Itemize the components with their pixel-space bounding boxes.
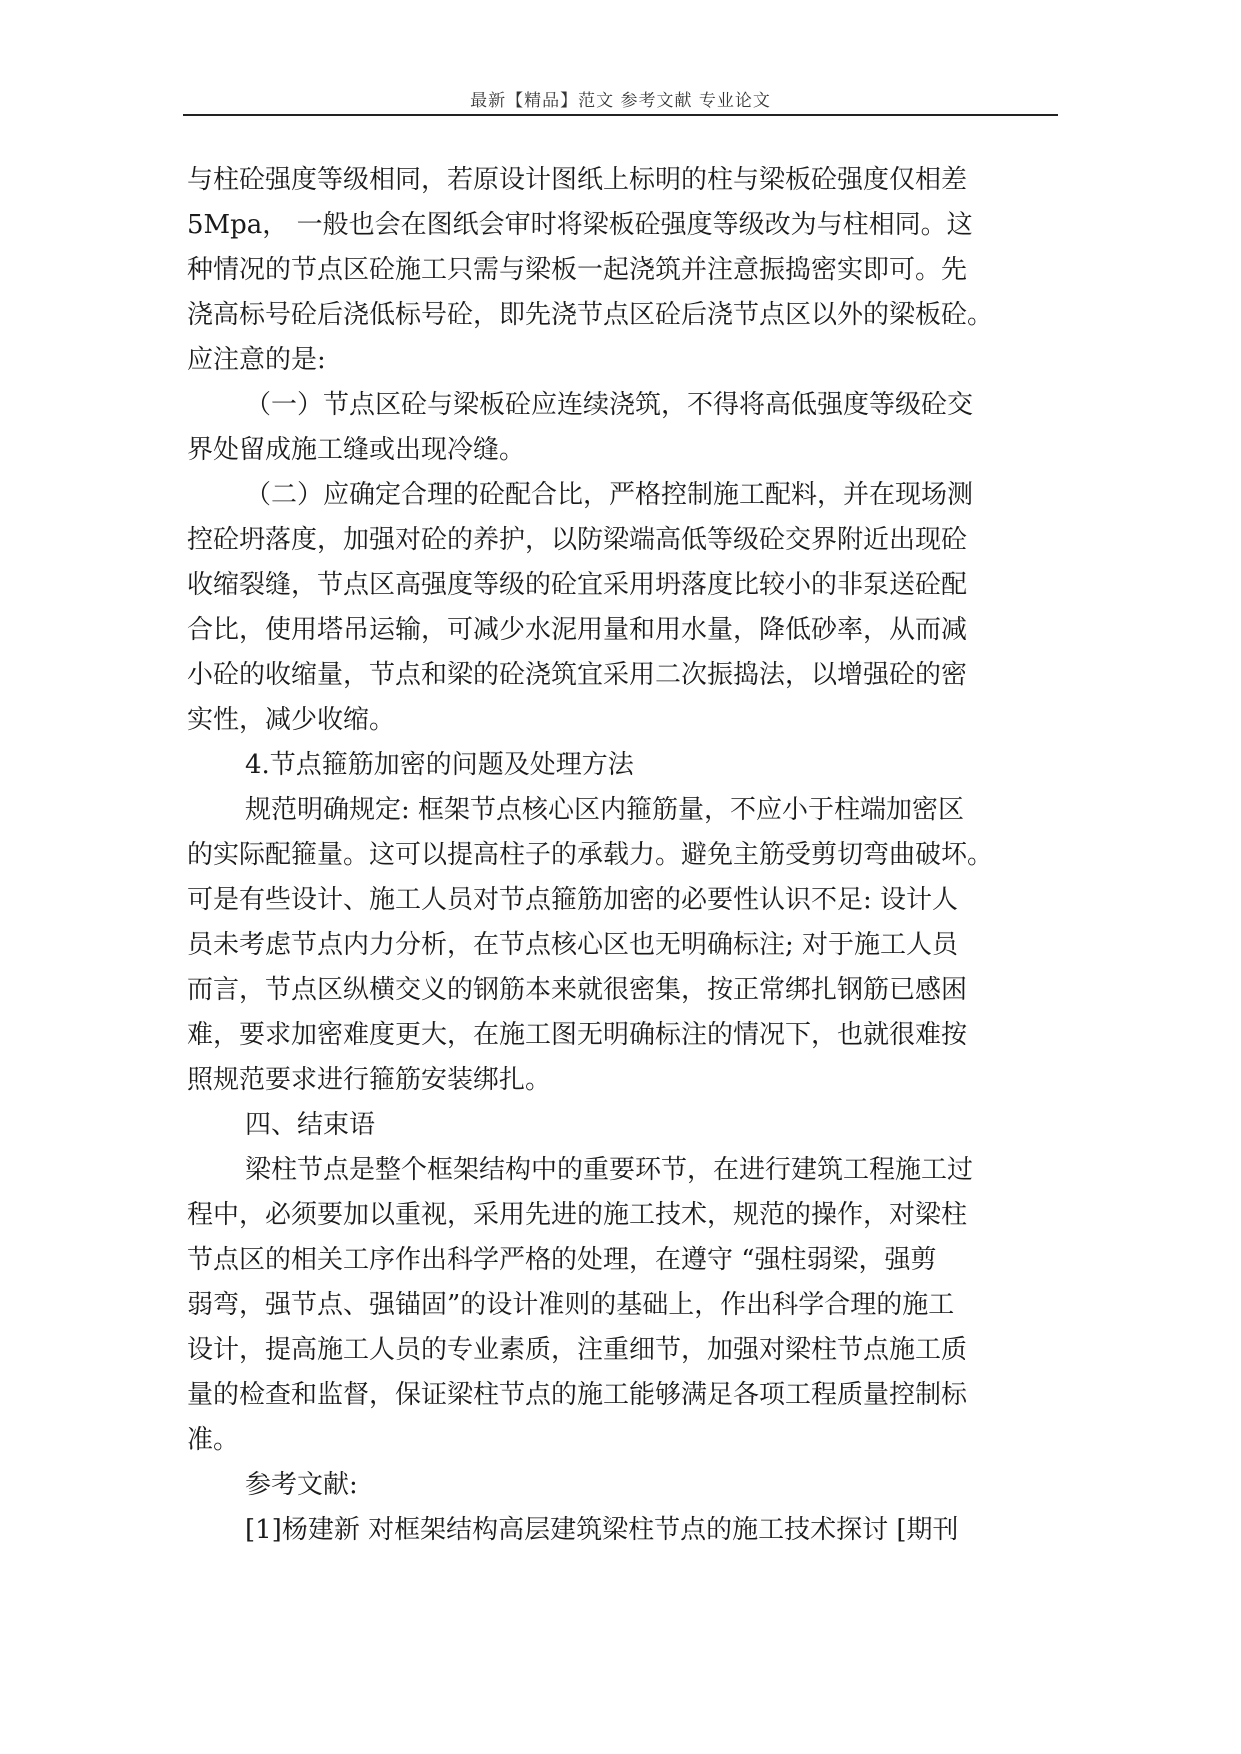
document-body bbox=[187, 158, 1067, 1553]
text-line: 合比，使用塔吊运输，可减少水泥用量和用水量，降低砂率，从而减 bbox=[187, 615, 968, 645]
text-line: 收缩裂缝，节点区高强度等级的砼宜采用坍落度比较小的非泵送砼配 bbox=[187, 570, 968, 600]
header-divider bbox=[183, 114, 1058, 116]
text-line: 而言，节点区纵横交义的钢筋本来就很密集，按正常绑扎钢筋已感困 bbox=[187, 975, 968, 1005]
text-line: 准。 bbox=[187, 1425, 240, 1455]
section-heading: 四、结束语 bbox=[245, 1110, 376, 1140]
text-line: 可是有些设计、施工人员对节点箍筋加密的必要性认识不足: 设计人 bbox=[187, 885, 959, 915]
text-line: 浇高标号砼后浇低标号砼，即先浇节点区砼后浇节点区以外的梁板砼。 bbox=[187, 300, 994, 330]
text-line: 照规范要求进行箍筋安装绑扎。 bbox=[187, 1065, 552, 1095]
text-line: 界处留成施工缝或出现冷缝。 bbox=[187, 435, 526, 465]
text-line: 难，要求加密难度更大，在施工图无明确标注的情况下，也就很难按 bbox=[187, 1020, 968, 1050]
text-line: 梁柱节点是整个框架结构中的重要环节，在进行建筑工程施工过 bbox=[245, 1155, 974, 1185]
text-line: 的实际配箍量。这可以提高柱子的承载力。避免主筋受剪切弯曲破坏。 bbox=[187, 840, 994, 870]
text-line: 弱弯，强节点、强锚固”的设计准则的基础上，作出科学合理的施工 bbox=[187, 1290, 955, 1320]
text-line: （一）节点区砼与梁板砼应连续浇筑，不得将高低强度等级砼交 bbox=[245, 390, 974, 420]
text-line: 控砼坍落度，加强对砼的养护，以防梁端高低等级砼交界附近出现砼 bbox=[187, 525, 968, 555]
reference-item: [1]杨建新 对框架结构高层建筑梁柱节点的施工技术探讨 [期刊 bbox=[245, 1515, 959, 1545]
text-line: 5Mpa， 一般也会在图纸会审时将梁板砼强度等级改为与柱相同。这 bbox=[187, 210, 973, 240]
text-line: （二）应确定合理的砼配合比，严格控制施工配料，并在现场测 bbox=[245, 480, 974, 510]
text-line: 量的检查和监督，保证梁柱节点的施工能够满足各项工程质量控制标 bbox=[187, 1380, 968, 1410]
references-heading: 参考文献: bbox=[245, 1470, 358, 1500]
text-line: 员未考虑节点内力分析，在节点核心区也无明确标注; 对于施工人员 bbox=[187, 930, 959, 960]
page-header: 最新【精品】范文 参考文献 专业论文 bbox=[470, 91, 771, 111]
text-line: 规范明确规定: 框架节点核心区内箍筋量，不应小于柱端加密区 bbox=[245, 795, 965, 825]
text-line: 实性，减少收缩。 bbox=[187, 705, 396, 735]
text-line: 与柱砼强度等级相同，若原设计图纸上标明的柱与梁板砼强度仅相差 bbox=[187, 165, 968, 195]
text-line: 设计，提高施工人员的专业素质，注重细节，加强对梁柱节点施工质 bbox=[187, 1335, 968, 1365]
text-line: 程中，必须要加以重视，采用先进的施工技术，规范的操作，对梁柱 bbox=[187, 1200, 968, 1230]
text-line: 种情况的节点区砼施工只需与梁板一起浇筑并注意振捣密实即可。先 bbox=[187, 255, 968, 285]
text-line: 应注意的是: bbox=[187, 345, 326, 375]
text-line: 节点区的相关工序作出科学严格的处理，在遵守 “强柱弱梁，强剪 bbox=[187, 1245, 937, 1275]
section-heading: 4.节点箍筋加密的问题及处理方法 bbox=[245, 750, 634, 780]
text-line: 小砼的收缩量，节点和梁的砼浇筑宜采用二次振捣法，以增强砼的密 bbox=[187, 660, 968, 690]
